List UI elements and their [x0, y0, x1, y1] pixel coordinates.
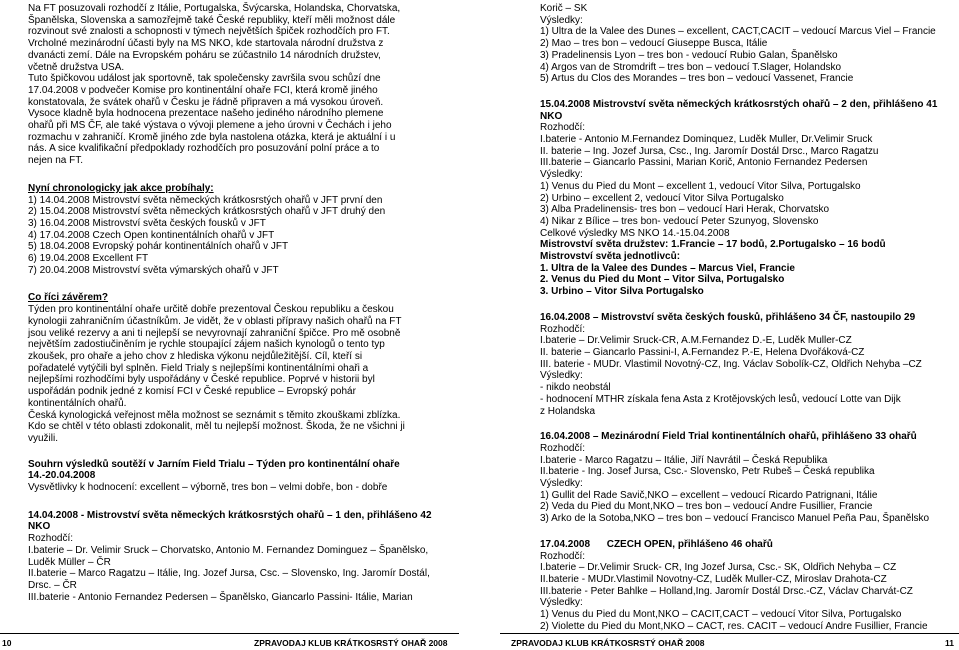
text-line: 2) Mao – tres bon – vedoucí Giuseppe Busca, Itálie: [540, 38, 768, 50]
day5-title: 17.04.2008 CZECH OPEN, přihlášeno 46 ohařů: [540, 538, 773, 550]
left-page: [28, 3, 438, 603]
text-line: Celkové výsledky MS NKO 14.-15.04.2008: [540, 227, 730, 239]
left-page-number: 10: [2, 638, 12, 648]
text-line: 1) Venus du Pied du Mont,NKO – CACIT,CACT – vedoucí Vitor Silva, Portugalsko: [540, 609, 902, 621]
chronology-item: 3) 16.04.2008 Mistrovství světa českých fousků v JFT: [28, 217, 266, 229]
individual-result: 3. Urbino – Vitor Silva Portugalsko: [540, 286, 704, 298]
judges-label: Rozhodčí:: [540, 550, 586, 562]
intro-paragraph: [28, 3, 438, 167]
day2-title-cont: NKO: [540, 110, 563, 122]
text-line: I.baterie – Dr.Velimir Sruck-CR, A.M.Fernandez D.-E, Luděk Muller-CZ: [540, 335, 852, 347]
text-line: - hodnocení MTHR získala fena Asta z Krotějovských lesů, vedoucí Lotte van Dijk: [540, 393, 901, 405]
text-line: II.baterie - Ing. Josef Jursa, Csc.- Slovensko, Petr Rubeš – Česká republika: [540, 466, 875, 478]
text-line: Luděk Müller – ČR: [28, 556, 111, 568]
summary-heading: Souhrn výsledků soutěží v Jarním Field Trialu – Týden pro kontinentální ohaře: [28, 458, 400, 470]
text-line: II. baterie – Giancarlo Passini-I, A.Fernandez P.-E, Helena Dvořáková-CZ: [540, 346, 865, 358]
text-line: Na FT posuzovali rozhodčí z Itálie, Portugalska, Švýcarska, Holandska, Chorvatska,: [28, 3, 401, 14]
text-line: nás. A sice kvalifikační předpoklady rozhodčích pro posuzování polní práce a to: [28, 143, 380, 155]
right-page: [540, 3, 938, 632]
text-line: 2) Urbino – excellent 2, vedoucí Vitor Silva Portugalsko: [540, 192, 784, 204]
text-line: Korič – SK: [540, 3, 588, 14]
text-line: II. baterie – Ing. Jozef Jursa, Csc., Ing. Jaromír Dostál Drsc., Marco Ragatzu: [540, 145, 879, 157]
text-line: III. baterie - MUDr. Vlastimil Novotný-CZ, Ing. Václav Sobolík-CZ, Oldřich Nehyba –CZ: [540, 358, 922, 370]
text-line: Výsledky:: [540, 14, 583, 26]
chronology-item: 2) 15.04.2008 Mistrovství světa německých krátkosrstých ohařů v JFT druhý den: [28, 206, 386, 218]
chronology-item: 7) 20.04.2008 Mistrovství světa výmarských ohařů v JFT: [28, 264, 279, 276]
text-line: II.baterie - MUDr.Vlastimil Novotny-CZ, Luděk Muller-CZ, Miroslav Drahota-CZ: [540, 573, 887, 585]
text-line: nejen na FT.: [28, 155, 84, 167]
conclusion-heading: Co říci závěrem?: [28, 292, 109, 304]
text-line: Španělska, Slovenska a samozřejmě také České republiky, kteří měli možnost dále: [28, 14, 396, 26]
text-line: rozmachu v zahraničí. Kromě jiného zde byla nastolena otázka, která je aktuální i u: [28, 131, 396, 143]
text-line: 3) Alba Pradelinensis- tres bon – vedoucí Hari Herak, Chorvatsko: [540, 204, 830, 216]
footer-divider-right: [500, 633, 959, 634]
text-line: Týden pro kontinentální ohaře určitě dobře prezentoval Českou republiku a českou: [28, 304, 394, 316]
text-line: jsou veliké rezervy a ani ti nejlepší se nevyrovnají zahraniční špičce. Pro mě osobně: [28, 327, 401, 339]
day1-title-cont: NKO: [28, 521, 51, 533]
right-footer-title: ZPRAVODAJ KLUB KRÁTKOSRSTÝ OHAŘ 2008: [511, 638, 705, 648]
text-line: 5) Artus du Clos des Morandes – tres bon – vedoucí Vassenet, Francie: [540, 73, 854, 85]
text-line: - nikdo neobstál: [540, 382, 611, 394]
chronology-item: 4) 17.04.2008 Czech Open kontinentálních ohařů v JFT: [28, 229, 275, 241]
day1-title: 14.04.2008 - Mistrovství světa německých krátkosrstých ohařů – 1 den, přihlášeno 42: [28, 509, 432, 521]
text-line: III.baterie - Antonio Fernandez Pedersen – Španělsko, Giancarlo Passini- Itálie, Marian: [28, 591, 413, 603]
day2-section: [540, 98, 938, 298]
text-line: 2) Veda du Pied du Mont,NKO – tres bon – vedoucí Andre Fusillier, Francie: [540, 501, 873, 513]
text-line: I.baterie - Marco Ragatzu – Itálie, Jiří Navrátil – Česká Republika: [540, 454, 828, 466]
chronology-section: [28, 183, 438, 277]
text-line: III.baterie – Giancarlo Passini, Marian Korič, Antonio Fernandez Pedersen: [540, 157, 868, 169]
text-line: I.baterie – Dr. Velimir Sruck – Chorvatsko, Antonio M. Fernandez Dominguez – Španělsko,: [28, 544, 429, 556]
chronology-heading: Nyní chronologicky jak akce probíhaly:: [28, 182, 214, 194]
text-line: Vrcholné mezinárodní účasti byly na MS NKO, kde startovala národní družstva z: [28, 38, 384, 50]
left-footer-title: ZPRAVODAJ KLUB KRÁTKOSRSTÝ OHAŘ 2008: [254, 638, 448, 648]
day4-title: 16.04.2008 – Mezinárodní Field Trial kontinentálních ohařů, přihlášeno 33 ohařů: [540, 431, 917, 443]
conclusion-section: [28, 292, 438, 444]
text-line: 1) Ultra de la Valee des Dunes – excellent, CACT,CACIT – vedoucí Marcus Viel – Francie: [540, 26, 936, 38]
text-line: Vysoce kladně byla hodnocena prezentace našeho jediného národního plemene: [28, 108, 384, 120]
individual-heading: Mistrovství světa jednotlivců:: [540, 251, 681, 263]
text-line: ohařů při MS ČF, ale také výstava o vývoji plemene a jeho úrovni v Čechách i jeho: [28, 120, 392, 132]
judges-label: Rozhodčí:: [28, 533, 74, 545]
text-line: Výsledky:: [540, 597, 583, 609]
individual-result: 1. Ultra de la Valee des Dundes – Marcus Viel, Francie: [540, 262, 795, 274]
text-line: kontinentálních ohařů.: [28, 397, 127, 409]
text-line: II.baterie – Marco Ragatzu – Itálie, Ing. Jozef Jursa, Csc. – Slovensko, Ing. Jaromír Dostál,: [28, 568, 430, 580]
right-page-number: 11: [945, 638, 954, 648]
text-line: rozvinout své znalosti a schopnosti v týmech největších špiček rozhodčích pro FT.: [28, 26, 390, 38]
chronology-item: 6) 19.04.2008 Excellent FT: [28, 253, 149, 265]
text-line: konstatovala, že svátek ohařů v Česku je řádně připraven a má vysokou úroveň.: [28, 96, 384, 108]
footer-divider-left: [0, 633, 459, 634]
judges-label: Rozhodčí:: [540, 122, 586, 134]
day1-section: [28, 510, 438, 604]
text-line: kynologii zahraničním účastníkům. Je vidět, že v oblasti přípravy našich ohařů na FT: [28, 315, 402, 327]
text-line: využili.: [28, 432, 59, 444]
day4-section: [540, 431, 935, 525]
chronology-item: 5) 18.04.2008 Evropský pohár kontinentálních ohařů v JFT: [28, 241, 289, 253]
text-line: Drsc. – ČR: [28, 579, 77, 591]
day5-section: [540, 539, 935, 633]
day1-results: [540, 3, 935, 85]
text-line: I.baterie - Antonio M.Fernandez Dominquez, Luděk Muller, Dr.Velimir Sruck: [540, 134, 873, 146]
text-line: Výsledky:: [540, 370, 583, 382]
text-line: včetně družstva USA.: [28, 61, 125, 73]
text-line: Česká kynologická veřejnost měla možnost se seznámit s těmito zkouškami zblízka.: [28, 409, 401, 421]
judges-label: Rozhodčí:: [540, 323, 586, 335]
text-line: zkoušek, pro ohaře a jeho chov z hlediska výkonu nejdůležitější. Cíl, kteří si: [28, 350, 363, 362]
text-line: Kdo se chtěl v této oblasti zdokonalit, měl tu nejlepší možnost. Škoda, že ne všichni ji: [28, 421, 405, 433]
text-line: pořadatelé vytýčili byl splněn. Field Trialy s nejlepšími kontinentálními ohaři a: [28, 362, 369, 374]
text-line: z Holandska: [540, 405, 596, 417]
text-line: 17.04.2008 v podvečer Komise pro kontinentální ohaře FCI, která kromě jiného: [28, 84, 378, 96]
day3-section: [540, 312, 935, 417]
text-line: Výsledky:: [540, 169, 583, 181]
summary-legend: Vysvětlivky k hodnocení: excellent – výborně, tres bon – velmi dobře, bon - dobře: [28, 482, 388, 494]
text-line: uspořádán podnik jedné z komisí FCI v České republice – Evropský pohár: [28, 386, 356, 398]
day3-title: 16.04.2008 – Mistrovství světa českých fousků, přihlášeno 34 ČF, nastoupilo 29: [540, 311, 916, 323]
text-line: nejlepšími rozhodčími byly uspořádány v České republice. Poprvé v historii byl: [28, 374, 375, 386]
chronology-item: 1) 14.04.2008 Mistrovství světa německých krátkosrstých ohařů v JFT první den: [28, 194, 383, 206]
text-line: 1) Gullit del Rade Savič,NKO – excellent – vedoucí Ricardo Patrignani, Itálie: [540, 489, 878, 501]
summary-dates: 14.-20.04.2008: [28, 470, 96, 482]
text-line: III.baterie - Peter Bahlke – Holland,Ing. Jaromír Dostál Drsc.-CZ, Václav Charvát-CZ: [540, 585, 913, 597]
text-line: 4) Argos van de Stromdrift – tres bon – vedoucí T.Slager, Holandsko: [540, 61, 842, 73]
text-line: největším zadostiučiněním je rychle stoupající zájem našich kynologů o tento typ: [28, 339, 385, 351]
text-line: 3) Pradelinensis Lyon – tres bon - vedoucí Rubio Galan, Španělsko: [540, 49, 838, 61]
individual-result: 2. Venus du Pied du Mont – Vitor Silva, Portugalsko: [540, 274, 785, 286]
text-line: 3) Arko de la Sotoba,NKO – tres bon – vedoucí Francisco Manuel Peña Pau, Španělsko: [540, 513, 930, 525]
text-line: Tuto špičkovou událost jak sportovně, tak společensky završila svou schůzí dne: [28, 73, 381, 85]
text-line: 4) Nikar z Bílice – tres bon- vedoucí Peter Szunyog, Slovensko: [540, 215, 819, 227]
text-line: I.baterie – Dr.Velimir Sruck- CR, Ing Jozef Jursa, Csc.- SK, Oldřich Nehyba – CZ: [540, 562, 897, 574]
text-line: Výsledky:: [540, 478, 583, 490]
summary-section: [28, 459, 438, 494]
day2-title: 15.04.2008 Mistrovství světa německých krátkosrstých ohařů – 2 den, přihlášeno 41: [540, 98, 938, 110]
text-line: 1) Venus du Pied du Mont – excellent 1, vedoucí Vitor Silva, Portugalsko: [540, 180, 861, 192]
teams-result: Mistrovství světa družstev: 1.Francie – 17 bodů, 2.Portugalsko – 16 bodů: [540, 239, 886, 251]
judges-label: Rozhodčí:: [540, 442, 586, 454]
text-line: 2) Violette du Pied du Mont,NKO – CACT, res. CACIT – vedoucí Andre Fusillier, Francie: [540, 620, 928, 632]
text-line: dvanácti zemí. Dále na Evropském poháru se zúčastnilo 14 národních družstev,: [28, 49, 381, 61]
